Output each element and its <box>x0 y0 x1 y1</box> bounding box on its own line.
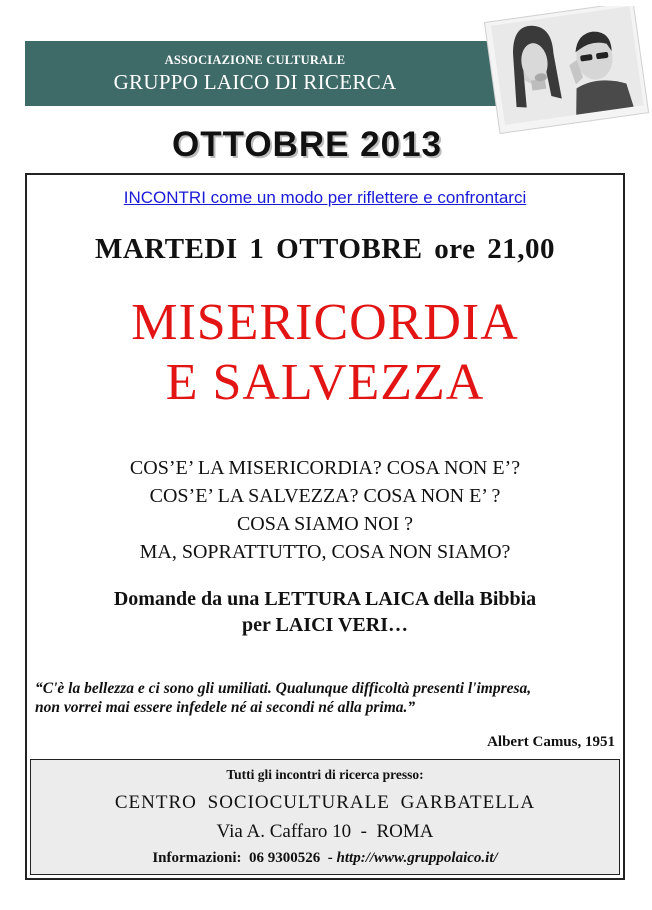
reading-line: Domande da una LETTURA LAICA della Bibbia <box>113 588 537 610</box>
venue-address: Via A. Caffaro 10 - ROMA <box>216 821 434 842</box>
questions-list <box>27 454 623 566</box>
website-link[interactable]: http://www.gruppolaico.it/ <box>336 850 498 866</box>
quote-line: “C'è la bellezza e ci sono gli umiliati. Qualunque difficoltà presenti l'impresa, <box>35 680 532 697</box>
event-title-line: E SALVEZZA <box>165 354 485 411</box>
contact-info <box>31 850 619 867</box>
question-line: COSA SIAMO NOI ? <box>236 513 414 535</box>
event-poster <box>25 173 625 880</box>
info-intro: Tutti gli incontri di ricerca presso: <box>226 767 424 782</box>
question-line: COS’E’ LA MISERICORDIA? COSA NON E’? <box>129 457 521 479</box>
quote-author: Albert Camus, 1951 <box>487 734 615 750</box>
month-title: OTTOBRE 2013 <box>171 125 443 164</box>
founders-photo <box>478 6 650 136</box>
group-name: GRUPPO LAICO DI RICERCA <box>113 70 397 94</box>
event-title <box>27 293 623 413</box>
quote-line: non vorrei mai essere infedele né ai secondi né alla prima.” <box>35 699 416 716</box>
association-label: ASSOCIAZIONE CULTURALE <box>164 53 346 67</box>
reading-note <box>27 586 623 638</box>
camus-quote <box>35 679 621 717</box>
venue-name: CENTRO SOCIOCULTURALE GARBATELLA <box>114 792 536 813</box>
question-line: MA, SOPRATTUTTO, COSA NON SIAMO? <box>139 541 511 563</box>
info-box <box>30 759 620 875</box>
reading-line: per LAICI VERI… <box>242 614 408 636</box>
contacts-separator: - <box>327 850 333 866</box>
question-line: COS’E’ LA SALVEZZA? COSA NON E’ ? <box>149 485 501 507</box>
contacts-label: Informazioni: <box>152 850 242 866</box>
incontri-link[interactable]: INCONTRI come un modo per riflettere e confrontarci <box>123 188 527 207</box>
event-date: MARTEDI 1 OTTOBRE ore 21,00 <box>94 233 556 265</box>
phone-number[interactable]: 06 9300526 <box>249 850 321 866</box>
event-title-line: MISERICORDIA <box>131 294 519 351</box>
